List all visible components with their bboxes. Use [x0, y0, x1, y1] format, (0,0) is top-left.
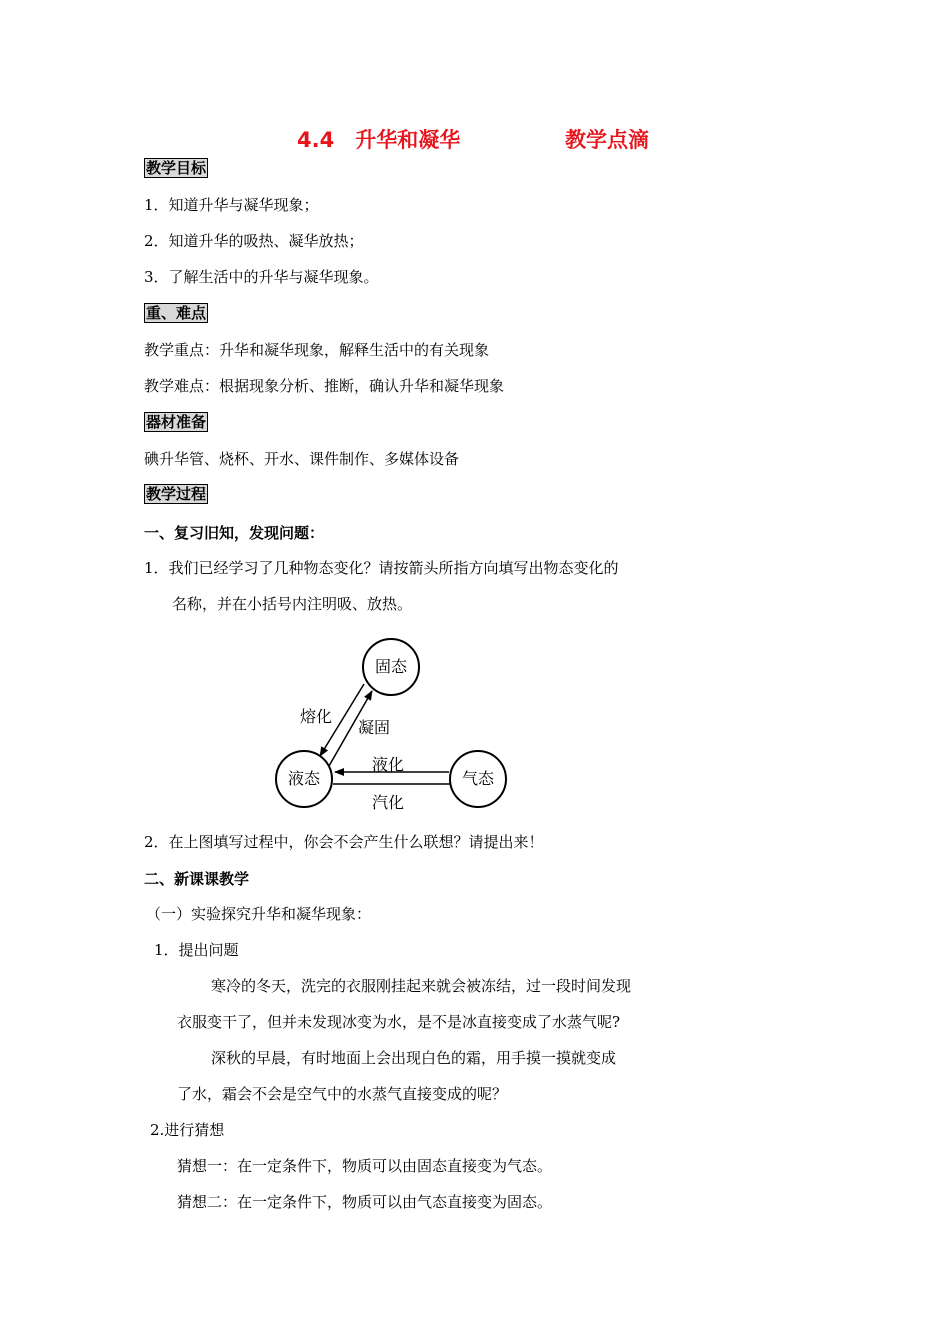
liquefaction-label: 液化: [372, 755, 405, 774]
key-point-item: 教学难点：根据现象分析、推断，确认升华和凝华现象: [144, 377, 505, 395]
vaporization-label: 汽化: [372, 793, 405, 812]
phase-change-diagram: [270, 630, 515, 815]
liquid-state-label: 液态: [287, 769, 321, 788]
step-1-title: 1．提出问题: [154, 941, 239, 959]
objective-item: 1．知道升华与凝华现象；: [144, 196, 319, 214]
step-2-title: 2.进行猜想: [150, 1121, 225, 1139]
guess-1: 猜想一：在一定条件下，物质可以由固态直接变为气态。: [177, 1157, 553, 1175]
part2-title: 二、新课课教学: [144, 870, 250, 888]
objective-item: 3．了解生活中的升华与凝华现象。: [144, 268, 379, 286]
solid-state-label: 固态: [374, 657, 408, 676]
section-heading-process: 教学过程: [146, 485, 207, 503]
guess-2: 猜想二：在一定条件下，物质可以由气态直接变为固态。: [177, 1193, 553, 1211]
section-heading-objectives: 教学目标: [146, 159, 207, 177]
question-1-line2: 名称，并在小括号内注明吸、放热。: [172, 595, 413, 613]
melting-label: 熔化: [300, 707, 333, 726]
paragraph-1-line2: 衣服变干了，但并未发现冰变为水，是不是冰直接变成了水蒸气呢?: [177, 1013, 621, 1031]
paragraph-2-line1: 深秋的早晨，有时地面上会出现白色的霜，用手摸一摸就变成: [211, 1049, 617, 1067]
part1-title: 一、复习旧知，发现问题：: [144, 524, 325, 542]
document-subtitle: 教学点滴: [565, 128, 649, 152]
question-2: 2．在上图填写过程中，你会不会产生什么联想？请提出来！: [144, 833, 544, 851]
section-heading-key-points: 重、难点: [146, 304, 207, 322]
document-title: 4.4 升华和凝华: [297, 128, 461, 152]
paragraph-1-line1: 寒冷的冬天，洗完的衣服刚挂起来就会被冻结，过一段时间发现: [211, 977, 632, 995]
objective-item: 2．知道升华的吸热、凝华放热；: [144, 232, 364, 250]
question-1-line1: 1．我们已经学习了几种物态变化？请按箭头所指方向填写出物态变化的: [144, 559, 619, 577]
paragraph-2-line2: 了水，霜会不会是空气中的水蒸气直接变成的呢？: [177, 1085, 508, 1103]
solidification-label: 凝固: [358, 718, 391, 737]
key-point-item: 教学重点：升华和凝华现象，解释生活中的有关现象: [144, 341, 490, 359]
gas-state-label: 气态: [461, 769, 495, 788]
materials-text: 碘升华管、烧杯、开水、课件制作、多媒体设备: [144, 450, 460, 468]
subsection-1-title: （一）实验探究升华和凝华现象：: [146, 905, 372, 923]
section-heading-materials: 器材准备: [146, 413, 207, 431]
